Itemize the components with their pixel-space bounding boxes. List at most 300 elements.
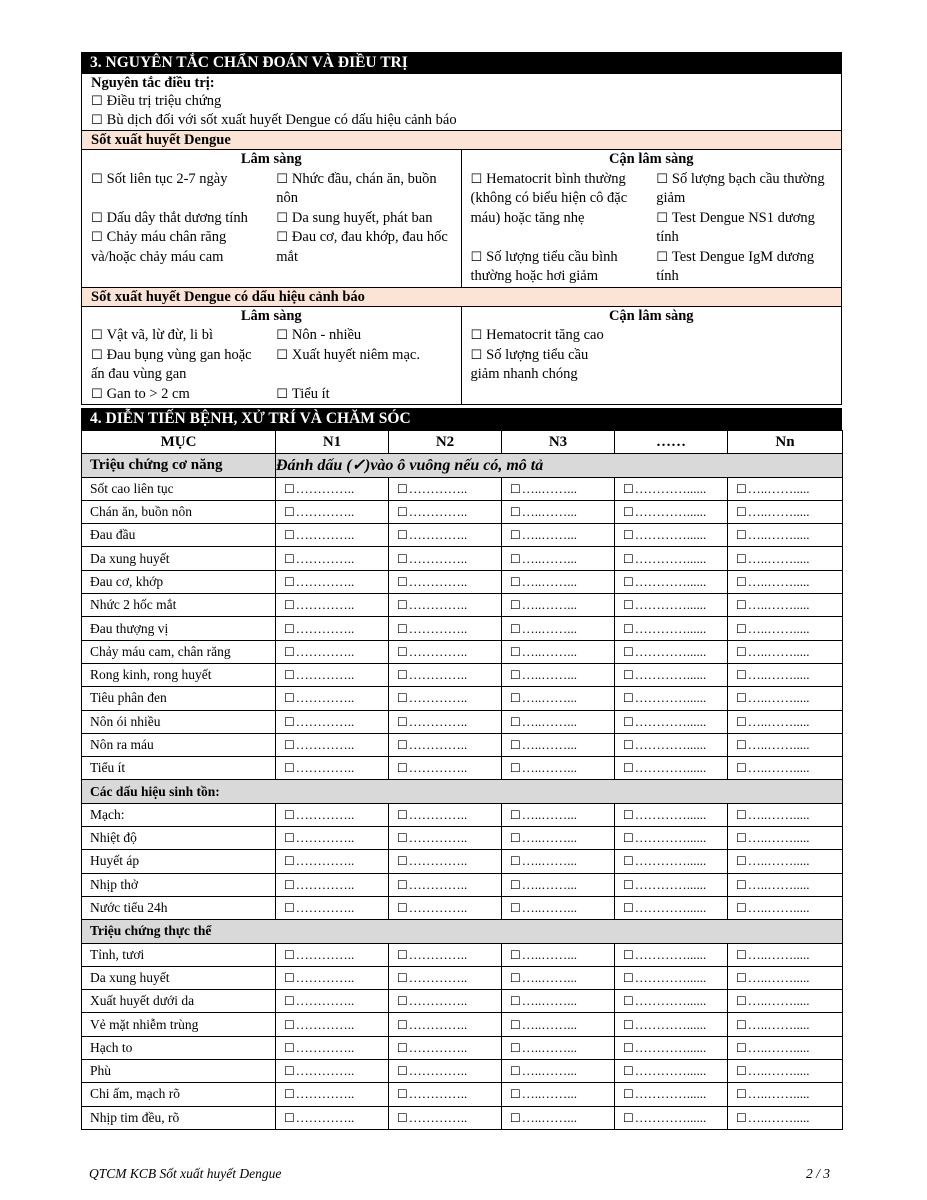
checkbox-entry[interactable]: ☐ …………...... [623, 1017, 706, 1032]
entry-cell[interactable] [615, 943, 728, 966]
checkbox-entry[interactable]: ☐ ………….. [284, 947, 354, 962]
checkbox-entry[interactable]: ☐ ………….. [397, 970, 467, 985]
checkbox-entry[interactable]: ☐ …..……... [510, 597, 577, 612]
checkbox-entry[interactable]: ☐ ………….. [397, 1040, 467, 1055]
checkbox-entry[interactable]: ☐ …………...... [623, 760, 706, 775]
entry-cell[interactable] [615, 990, 728, 1013]
entry-cell[interactable] [728, 943, 843, 966]
checkbox-entry[interactable]: ☐ …………...... [623, 551, 706, 566]
entry-cell[interactable] [389, 1036, 502, 1059]
checkbox-entry[interactable]: ☐ …………...... [623, 877, 706, 892]
entry-cell[interactable] [276, 547, 389, 570]
checkbox-entry[interactable]: ☐ …..……... [510, 504, 577, 519]
column-header: N1 [276, 431, 389, 454]
checkbox-entry[interactable]: ☐ …………...... [623, 1086, 706, 1101]
entry-cell[interactable] [728, 570, 843, 593]
entry-cell[interactable] [728, 617, 843, 640]
checkbox-entry[interactable]: ☐ ………….. [397, 760, 467, 775]
checkbox-entry[interactable]: ☐ …..……..... [736, 900, 810, 915]
checkbox-entry[interactable]: ☐ …..……... [510, 807, 577, 822]
checkbox-entry[interactable]: ☐ …………...... [623, 1063, 706, 1078]
entry-cell[interactable] [276, 570, 389, 593]
checkbox-entry[interactable]: ☐ …..……... [510, 1040, 577, 1055]
entry-cell[interactable] [615, 1013, 728, 1036]
entry-cell[interactable] [389, 1083, 502, 1106]
checkbox-item[interactable]: ☐ Số lượng tiểu cầu bình thường hoặc hơi giảm [471, 248, 647, 287]
entry-cell[interactable] [615, 663, 728, 686]
checkbox-item[interactable]: ☐ Tiểu ít [276, 385, 451, 405]
checkbox-entry[interactable]: ☐ ………….. [397, 900, 467, 915]
entry-cell[interactable] [502, 1036, 615, 1059]
entry-cell[interactable] [728, 663, 843, 686]
entry-cell[interactable] [615, 757, 728, 780]
checkbox-entry[interactable]: ☐ ………….. [284, 621, 354, 636]
entry-cell[interactable] [615, 640, 728, 663]
entry-cell[interactable] [615, 570, 728, 593]
checkbox-item[interactable]: ☐ Sốt liên tục 2-7 ngày [91, 170, 266, 209]
entry-cell[interactable] [502, 477, 615, 500]
entry-cell[interactable] [276, 477, 389, 500]
checkbox-entry[interactable]: ☐ …..……..... [736, 1063, 810, 1078]
principle-item[interactable]: ☐ Bù dịch đối với sốt xuất huyết Dengue có dấu hiệu cảnh báo [82, 111, 841, 130]
checkbox-item[interactable]: ☐ Chảy máu chân răng và/hoặc chảy máu cam [91, 228, 266, 267]
checkbox-entry[interactable]: ☐ …………...... [623, 807, 706, 822]
entry-cell[interactable] [502, 803, 615, 826]
entry-cell[interactable] [615, 594, 728, 617]
entry-cell[interactable] [728, 733, 843, 756]
checkbox-entry[interactable]: ☐ ………….. [284, 1063, 354, 1078]
entry-cell[interactable] [276, 1036, 389, 1059]
entry-cell[interactable] [502, 873, 615, 896]
checkbox-entry[interactable]: ☐ …..……... [510, 574, 577, 589]
checkbox-entry[interactable]: ☐ ………….. [397, 551, 467, 566]
entry-cell[interactable] [728, 896, 843, 919]
checkbox-entry[interactable]: ☐ ………….. [284, 574, 354, 589]
entry-cell[interactable] [728, 477, 843, 500]
entry-cell[interactable] [389, 827, 502, 850]
checkbox-item[interactable]: ☐ Số lượng tiểu cầu giảm nhanh chóng [471, 346, 621, 385]
checkbox-item[interactable]: ☐ Hematocrit tăng cao [471, 326, 833, 346]
checkbox-entry[interactable]: ☐ …..……..... [736, 621, 810, 636]
entry-cell[interactable] [615, 827, 728, 850]
checkbox-entry[interactable]: ☐ …………...... [623, 574, 706, 589]
checkbox-entry[interactable]: ☐ …..……..... [736, 714, 810, 729]
entry-cell[interactable] [615, 850, 728, 873]
checkbox-entry[interactable]: ☐ …..……... [510, 481, 577, 496]
checkbox-entry[interactable]: ☐ ………….. [397, 1110, 467, 1125]
checkbox-entry[interactable]: ☐ ………….. [397, 574, 467, 589]
entry-cell[interactable] [276, 966, 389, 989]
entry-cell[interactable] [389, 733, 502, 756]
entry-cell[interactable] [389, 570, 502, 593]
checkbox-item[interactable]: ☐ Đau cơ, đau khớp, đau hốc mắt [276, 228, 451, 267]
entry-cell[interactable] [728, 1060, 843, 1083]
checkbox-entry[interactable]: ☐ …………...... [623, 621, 706, 636]
checkbox-entry[interactable]: ☐ ………….. [397, 621, 467, 636]
entry-cell[interactable] [389, 547, 502, 570]
table-row [82, 594, 843, 617]
checkbox-entry[interactable]: ☐ …………...... [623, 527, 706, 542]
checkbox-entry[interactable]: ☐ ………….. [284, 970, 354, 985]
row-label: Chán ăn, buồn nôn [82, 500, 276, 523]
entry-cell[interactable] [502, 617, 615, 640]
table-row [82, 943, 843, 966]
page-number: 2 / 3 [806, 1166, 831, 1181]
checkbox-entry[interactable]: ☐ ………….. [284, 644, 354, 659]
entry-cell[interactable] [615, 966, 728, 989]
entry-cell[interactable] [502, 966, 615, 989]
checkbox-entry[interactable]: ☐ …..……..... [736, 807, 810, 822]
entry-cell[interactable] [502, 524, 615, 547]
entry-cell[interactable] [728, 547, 843, 570]
column-header: …… [615, 431, 728, 454]
entry-cell[interactable] [389, 757, 502, 780]
entry-cell[interactable] [502, 710, 615, 733]
entry-cell[interactable] [276, 733, 389, 756]
entry-cell[interactable] [389, 1060, 502, 1083]
entry-cell[interactable] [615, 617, 728, 640]
checkbox-entry[interactable]: ☐ …..……..... [736, 644, 810, 659]
entry-cell[interactable] [276, 803, 389, 826]
checkbox-entry[interactable]: ☐ …..……..... [736, 527, 810, 542]
entry-cell[interactable] [728, 640, 843, 663]
entry-cell[interactable] [728, 757, 843, 780]
entry-cell[interactable] [502, 990, 615, 1013]
checkbox-entry[interactable]: ☐ …..……..... [736, 551, 810, 566]
group-header-row [82, 920, 843, 943]
checkbox-entry[interactable]: ☐ …..……... [510, 667, 577, 682]
entry-cell[interactable] [728, 803, 843, 826]
entry-cell[interactable] [502, 733, 615, 756]
entry-cell[interactable] [728, 687, 843, 710]
checkbox-entry[interactable]: ☐ ………….. [397, 877, 467, 892]
entry-cell[interactable] [502, 943, 615, 966]
entry-cell[interactable] [728, 966, 843, 989]
entry-cell[interactable] [502, 757, 615, 780]
group-header-row [82, 454, 843, 477]
checkbox-entry[interactable]: ☐ …..……..... [736, 760, 810, 775]
checkbox-entry[interactable]: ☐ ………….. [397, 1086, 467, 1101]
checkbox-entry[interactable]: ☐ …..……..... [736, 830, 810, 845]
checkbox-entry[interactable]: ☐ …..……... [510, 853, 577, 868]
entry-cell[interactable] [728, 827, 843, 850]
checkbox-entry[interactable]: ☐ …..……..... [736, 853, 810, 868]
entry-cell[interactable] [389, 803, 502, 826]
entry-cell[interactable] [502, 827, 615, 850]
checkbox-entry[interactable]: ☐ …..……... [510, 714, 577, 729]
checkbox-entry[interactable]: ☐ ………….. [397, 527, 467, 542]
entry-cell[interactable] [389, 873, 502, 896]
entry-cell[interactable] [615, 477, 728, 500]
row-label: Mạch: [82, 803, 276, 826]
checkbox-entry[interactable]: ☐ …..……... [510, 1063, 577, 1078]
table-row [82, 803, 843, 826]
table-row [82, 850, 843, 873]
checkbox-entry[interactable]: ☐ …..……... [510, 1110, 577, 1125]
entry-cell[interactable] [502, 594, 615, 617]
row-label: Huyết áp [82, 850, 276, 873]
checkbox-entry[interactable]: ☐ …..……..... [736, 1040, 810, 1055]
table-row [82, 710, 843, 733]
entry-cell[interactable] [276, 990, 389, 1013]
checkbox-entry[interactable]: ☐ …..……..... [736, 504, 810, 519]
checkbox-entry[interactable]: ☐ …..……... [510, 830, 577, 845]
entry-cell[interactable] [502, 663, 615, 686]
checkbox-item[interactable]: ☐ Da sung huyết, phát ban [276, 209, 451, 229]
checkbox-entry[interactable]: ☐ …..……... [510, 877, 577, 892]
entry-cell[interactable] [276, 757, 389, 780]
checkbox-entry[interactable]: ☐ …..……..... [736, 737, 810, 752]
checkbox-entry[interactable]: ☐ …………...... [623, 947, 706, 962]
checkbox-item[interactable]: ☐ Số lượng bạch cầu thường giảm [656, 170, 832, 209]
checkbox-entry[interactable]: ☐ …………...... [623, 644, 706, 659]
entry-cell[interactable] [502, 687, 615, 710]
entry-cell[interactable] [502, 1106, 615, 1129]
checkbox-entry[interactable]: ☐ …..……... [510, 690, 577, 705]
entry-cell[interactable] [728, 850, 843, 873]
entry-cell[interactable] [276, 687, 389, 710]
checkbox-entry[interactable]: ☐ ………….. [284, 481, 354, 496]
principle-item[interactable]: ☐ Điều trị triệu chứng [82, 92, 841, 111]
checkbox-item[interactable]: ☐ Gan to > 2 cm [91, 385, 266, 405]
entry-cell[interactable] [389, 896, 502, 919]
entry-cell[interactable] [728, 594, 843, 617]
checkbox-item[interactable]: ☐ Test Dengue NS1 dương tính [656, 209, 832, 248]
entry-cell[interactable] [502, 850, 615, 873]
entry-cell[interactable] [389, 663, 502, 686]
checkbox-entry[interactable]: ☐ ………….. [397, 714, 467, 729]
checkbox-entry[interactable]: ☐ ………….. [284, 1110, 354, 1125]
checkbox-entry[interactable]: ☐ ………….. [284, 900, 354, 915]
entry-cell[interactable] [615, 873, 728, 896]
checkbox-entry[interactable]: ☐ ………….. [397, 481, 467, 496]
entry-cell[interactable] [389, 640, 502, 663]
checkbox-entry[interactable]: ☐ ………….. [284, 877, 354, 892]
entry-cell[interactable] [389, 850, 502, 873]
entry-cell[interactable] [276, 663, 389, 686]
checkbox-entry[interactable]: ☐ ………….. [397, 504, 467, 519]
entry-cell[interactable] [728, 873, 843, 896]
table-row [82, 757, 843, 780]
table-row [82, 640, 843, 663]
entry-cell[interactable] [615, 547, 728, 570]
entry-cell[interactable] [389, 1106, 502, 1129]
checkbox-entry[interactable]: ☐ ………….. [284, 1040, 354, 1055]
checkbox-entry[interactable]: ☐ …..……..... [736, 993, 810, 1008]
checkbox-item[interactable]: ☐ Vật vã, lừ đừ, li bì [91, 326, 266, 346]
entry-cell[interactable] [502, 896, 615, 919]
checkbox-entry[interactable]: ☐ …………...... [623, 667, 706, 682]
checkbox-entry[interactable]: ☐ …..……... [510, 760, 577, 775]
entry-cell[interactable] [615, 1036, 728, 1059]
checkbox-item[interactable]: ☐ Nhức đầu, chán ăn, buồn nôn [276, 170, 451, 209]
entry-cell[interactable] [728, 500, 843, 523]
entry-cell[interactable] [615, 1060, 728, 1083]
entry-cell[interactable] [502, 547, 615, 570]
checkbox-entry[interactable]: ☐ …..……..... [736, 1017, 810, 1032]
entry-cell[interactable] [502, 500, 615, 523]
checkbox-entry[interactable]: ☐ ………….. [397, 993, 467, 1008]
checkbox-entry[interactable]: ☐ …..……..... [736, 1086, 810, 1101]
checkbox-entry[interactable]: ☐ ………….. [284, 853, 354, 868]
checkbox-entry[interactable]: ☐ …..……..... [736, 481, 810, 496]
checkbox-item[interactable]: ☐ Xuất huyết niêm mạc. [276, 346, 451, 385]
checkbox-entry[interactable]: ☐ …..……... [510, 970, 577, 985]
checkbox-entry[interactable]: ☐ ………….. [397, 1063, 467, 1078]
checkbox-entry[interactable]: ☐ ………….. [397, 597, 467, 612]
entry-cell[interactable] [276, 850, 389, 873]
checkbox-entry[interactable]: ☐ ………….. [284, 830, 354, 845]
entry-cell[interactable] [389, 524, 502, 547]
checkbox-entry[interactable]: ☐ …………...... [623, 1040, 706, 1055]
entry-cell[interactable] [276, 640, 389, 663]
entry-cell[interactable] [615, 1083, 728, 1106]
checkbox-entry[interactable]: ☐ ………….. [397, 947, 467, 962]
entry-cell[interactable] [502, 640, 615, 663]
entry-cell[interactable] [615, 710, 728, 733]
entry-cell[interactable] [276, 943, 389, 966]
checkbox-entry[interactable]: ☐ …..……... [510, 737, 577, 752]
checkbox-entry[interactable]: ☐ ………….. [284, 551, 354, 566]
checkbox-entry[interactable]: ☐ …..……..... [736, 574, 810, 589]
checkbox-entry[interactable]: ☐ ………….. [284, 807, 354, 822]
checkbox-entry[interactable]: ☐ …………...... [623, 504, 706, 519]
checkbox-entry[interactable]: ☐ …………...... [623, 481, 706, 496]
entry-cell[interactable] [276, 1106, 389, 1129]
checkbox-item[interactable]: ☐ Test Dengue IgM dương tính [656, 248, 832, 287]
checkbox-entry[interactable]: ☐ ………….. [397, 1017, 467, 1032]
entry-cell[interactable] [728, 524, 843, 547]
row-label: Nhịp thở [82, 873, 276, 896]
entry-cell[interactable] [276, 1013, 389, 1036]
entry-cell[interactable] [615, 687, 728, 710]
checkbox-entry[interactable]: ☐ ………….. [284, 504, 354, 519]
entry-cell[interactable] [276, 896, 389, 919]
checkbox-entry[interactable]: ☐ ………….. [284, 597, 354, 612]
checkbox-entry[interactable]: ☐ …………...... [623, 1110, 706, 1125]
entry-cell[interactable] [389, 617, 502, 640]
checkbox-entry[interactable]: ☐ ………….. [397, 690, 467, 705]
entry-cell[interactable] [615, 524, 728, 547]
checkbox-entry[interactable]: ☐ ………….. [284, 737, 354, 752]
entry-cell[interactable] [728, 1083, 843, 1106]
checkbox-entry[interactable]: ☐ …..……..... [736, 597, 810, 612]
checkbox-entry[interactable]: ☐ …………...... [623, 830, 706, 845]
checkbox-entry[interactable]: ☐ ………….. [284, 1017, 354, 1032]
checkbox-entry[interactable]: ☐ …..……... [510, 621, 577, 636]
checkbox-entry[interactable]: ☐ …..……..... [736, 877, 810, 892]
checkbox-entry[interactable]: ☐ ………….. [284, 714, 354, 729]
entry-cell[interactable] [502, 1083, 615, 1106]
checkbox-entry[interactable]: ☐ …………...... [623, 970, 706, 985]
checkbox-entry[interactable]: ☐ ………….. [284, 760, 354, 775]
checkbox-item[interactable]: ☐ Dấu dây thắt dương tính [91, 209, 266, 229]
checkbox-entry[interactable]: ☐ …………...... [623, 737, 706, 752]
entry-cell[interactable] [728, 1036, 843, 1059]
entry-cell[interactable] [276, 524, 389, 547]
checkbox-entry[interactable]: ☐ ………….. [284, 993, 354, 1008]
checkbox-entry[interactable]: ☐ …………...... [623, 690, 706, 705]
entry-cell[interactable] [728, 710, 843, 733]
checkbox-entry[interactable]: ☐ ………….. [397, 853, 467, 868]
checkbox-entry[interactable]: ☐ …..……... [510, 527, 577, 542]
checkbox-entry[interactable]: ☐ …..……... [510, 644, 577, 659]
entry-cell[interactable] [615, 500, 728, 523]
entry-cell[interactable] [389, 943, 502, 966]
checkbox-entry[interactable]: ☐ …..……... [510, 551, 577, 566]
checkbox-entry[interactable]: ☐ ………….. [397, 807, 467, 822]
entry-cell[interactable] [615, 896, 728, 919]
entry-cell[interactable] [389, 477, 502, 500]
entry-cell[interactable] [276, 594, 389, 617]
entry-cell[interactable] [389, 966, 502, 989]
checkbox-entry[interactable]: ☐ …..……... [510, 1086, 577, 1101]
checkbox-entry[interactable]: ☐ …………...... [623, 900, 706, 915]
checkbox-entry[interactable]: ☐ ………….. [397, 644, 467, 659]
checkbox-item[interactable]: ☐ Hematocrit bình thường (không có biểu hiện cô đặc máu) hoặc tăng nhẹ [471, 170, 647, 248]
entry-cell[interactable] [389, 594, 502, 617]
checkbox-item[interactable]: ☐ Nôn - nhiều [276, 326, 451, 346]
entry-cell[interactable] [502, 1060, 615, 1083]
column-header: N2 [389, 431, 502, 454]
entry-cell[interactable] [615, 733, 728, 756]
checkbox-entry[interactable]: ☐ …..……..... [736, 947, 810, 962]
checkbox-entry[interactable]: ☐ …..……..... [736, 970, 810, 985]
checkbox-item[interactable]: ☐ Đau bụng vùng gan hoặc ấn đau vùng gan [91, 346, 266, 385]
checkbox-entry[interactable]: ☐ …………...... [623, 993, 706, 1008]
checkbox-entry[interactable]: ☐ …………...... [623, 714, 706, 729]
entry-cell[interactable] [728, 1013, 843, 1036]
entry-cell[interactable] [276, 617, 389, 640]
entry-cell[interactable] [276, 710, 389, 733]
checkbox-entry[interactable]: ☐ …..……..... [736, 1110, 810, 1125]
checkbox-entry[interactable]: ☐ ………….. [284, 667, 354, 682]
entry-cell[interactable] [389, 687, 502, 710]
checkbox-entry[interactable]: ☐ ………….. [397, 667, 467, 682]
checkbox-entry[interactable]: ☐ ………….. [284, 1086, 354, 1101]
row-label: Nhịp tim đều, rõ [82, 1106, 276, 1129]
entry-cell[interactable] [276, 500, 389, 523]
checkbox-entry[interactable]: ☐ …..……..... [736, 667, 810, 682]
checkbox-entry[interactable]: ☐ ………….. [397, 737, 467, 752]
entry-cell[interactable] [276, 1083, 389, 1106]
entry-cell[interactable] [615, 803, 728, 826]
entry-cell[interactable] [276, 873, 389, 896]
checkbox-entry[interactable]: ☐ ………….. [284, 527, 354, 542]
checkbox-entry[interactable]: ☐ ………….. [397, 830, 467, 845]
checkbox-entry[interactable]: ☐ ………….. [284, 690, 354, 705]
row-label: Nôn ra máu [82, 733, 276, 756]
entry-cell[interactable] [276, 827, 389, 850]
entry-cell[interactable] [389, 710, 502, 733]
entry-cell[interactable] [276, 1060, 389, 1083]
entry-cell[interactable] [389, 500, 502, 523]
checkbox-entry[interactable]: ☐ …..……... [510, 993, 577, 1008]
checkbox-entry[interactable]: ☐ …..……... [510, 900, 577, 915]
checkbox-entry[interactable]: ☐ …..……... [510, 1017, 577, 1032]
entry-cell[interactable] [728, 990, 843, 1013]
entry-cell[interactable] [389, 1013, 502, 1036]
entry-cell[interactable] [502, 1013, 615, 1036]
checkbox-entry[interactable]: ☐ …………...... [623, 853, 706, 868]
entry-cell[interactable] [728, 1106, 843, 1129]
entry-cell[interactable] [615, 1106, 728, 1129]
checkbox-entry[interactable]: ☐ …..……..... [736, 690, 810, 705]
entry-cell[interactable] [502, 570, 615, 593]
checkbox-entry[interactable]: ☐ …..……... [510, 947, 577, 962]
checkbox-entry[interactable]: ☐ …………...... [623, 597, 706, 612]
entry-cell[interactable] [389, 990, 502, 1013]
